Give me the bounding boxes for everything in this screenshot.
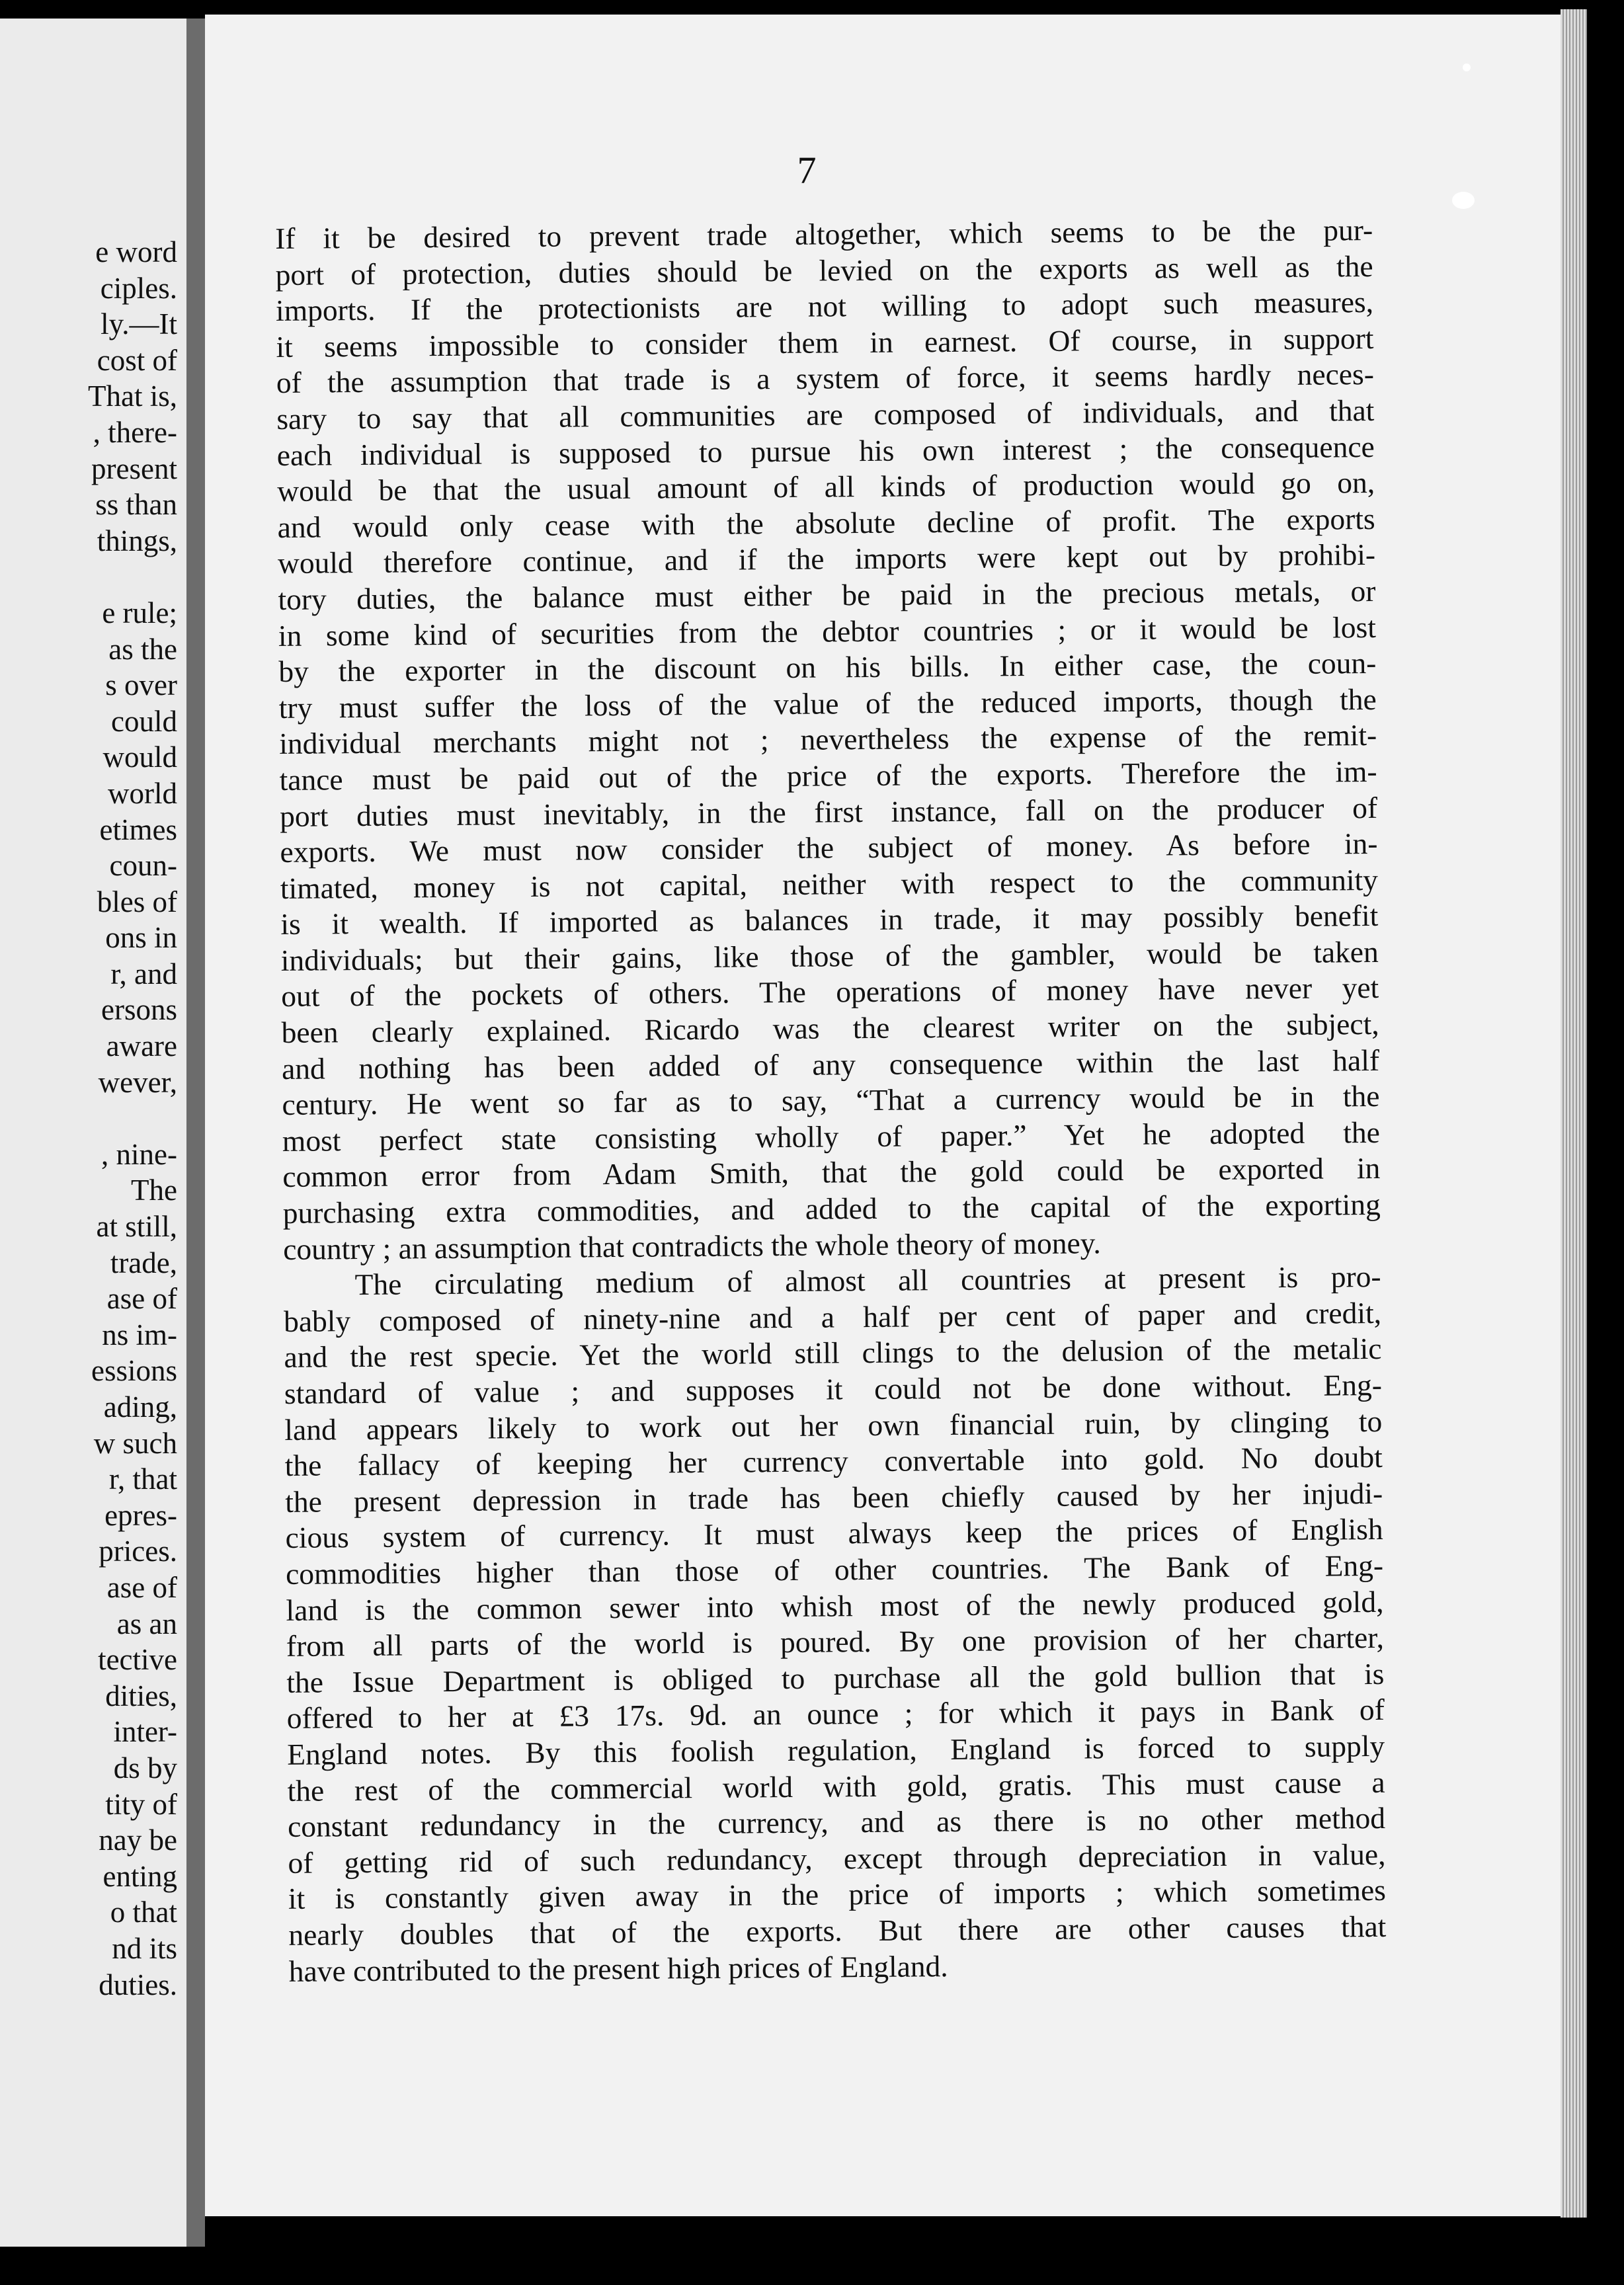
text-line: imports. If the protectionists are not willing to adopt such measures, — [275, 285, 1374, 328]
text-line: most perfect state consisting wholly of paper.” Yet he adopted the — [282, 1115, 1381, 1158]
text-line: in some kind of securities from the debtor countries ; or it would be lost — [278, 610, 1377, 653]
left-page-fragment: inter- — [113, 1715, 177, 1749]
left-page-fragment: aware — [106, 1029, 177, 1063]
text-line: If it be desired to prevent trade altogether, which seems to be the pur- — [275, 212, 1373, 255]
book-gutter — [186, 19, 205, 2247]
text-line: the present depression in trade has been chiefly caused by her injudi- — [285, 1476, 1383, 1519]
text-line: the rest of the commercial world with gold, gratis. This must cause a — [287, 1765, 1385, 1808]
left-page-fragment: ase of — [106, 1570, 177, 1604]
left-page-fragment: ons in — [105, 921, 177, 955]
left-page-fragment: ly.—It — [101, 307, 177, 341]
text-line: land appears likely to work out her own financial ruin, by clinging to — [284, 1404, 1383, 1447]
text-line: the Issue Department is obliged to purchase all the gold bullion that is — [286, 1656, 1385, 1699]
left-page-fragment: That is, — [88, 380, 177, 413]
left-page-fragment: ds by — [113, 1751, 177, 1784]
paragraph-2 — [283, 1259, 1387, 1989]
left-page-fragment: nd its — [112, 1931, 177, 1965]
text-line: bably composed of ninety-nine and a half per cent of paper and credit, — [283, 1295, 1382, 1338]
text-line: of getting rid of such redundancy, except through depreciation in value, — [288, 1837, 1386, 1880]
left-page-fragment: as an — [116, 1607, 177, 1640]
paragraph-1 — [275, 212, 1381, 1267]
text-line: tory duties, the balance must either be paid in the precious metals, or — [278, 573, 1376, 616]
left-page-fragment: nay be — [99, 1824, 177, 1857]
left-page-fragment: w such — [93, 1426, 177, 1460]
text-line: tance must be paid out of the price of the exports. Therefore the im- — [279, 754, 1377, 797]
left-page-fragment: e word — [95, 235, 177, 268]
dust-speck — [1463, 63, 1471, 71]
left-page-text-fragments — [88, 234, 177, 2003]
text-line: try must suffer the loss of the value of the reduced imports, though the — [278, 682, 1377, 725]
text-line: the fallacy of keeping her currency convertable into gold. No doubt — [284, 1440, 1383, 1483]
left-page-fragment: dities, — [105, 1679, 177, 1712]
left-page-fragment: , there- — [93, 415, 177, 449]
left-page-fragment: ersons — [101, 993, 177, 1027]
text-line: and would only cease with the absolute decline of profit. The exports — [277, 501, 1375, 544]
text-line: country ; an assumption that contradicts the whole theory of money. — [283, 1225, 1102, 1266]
left-page-fragment: duties. — [99, 1968, 177, 2001]
text-line: commodities higher than those of other countries. The Bank of Eng- — [285, 1548, 1384, 1591]
left-page-fragment — [88, 559, 177, 595]
left-page-fragment: coun- — [109, 849, 177, 883]
text-line: have contributed to the present high prices of England. — [288, 1948, 948, 1988]
left-page-fragment: etimes — [99, 813, 177, 846]
text-line: of the assumption that trade is a system of force, it seems hardly neces- — [276, 357, 1375, 400]
text-line: port duties must inevitably, in the first instance, fall on the producer of — [279, 790, 1378, 833]
text-line: exports. We must now consider the subject of money. As before in- — [280, 826, 1378, 869]
text-line: each individual is supposed to pursue his own interest ; the consequence — [276, 429, 1375, 472]
text-line: standard of value ; and supposes it could not be done without. Eng- — [284, 1367, 1383, 1410]
text-line: would be that the usual amount of all kinds of production would go on, — [277, 465, 1375, 508]
left-page-fragment: ase of — [106, 1282, 177, 1316]
left-page-fragment: ss than — [95, 488, 177, 522]
left-page-fragment: world — [108, 776, 177, 810]
text-line: it is constantly given away in the price of imports ; which sometimes — [288, 1873, 1387, 1916]
text-line: and the rest specie. Yet the world still clings to the delusion of the metalic — [284, 1332, 1382, 1375]
text-line: been clearly explained. Ricardo was the clearest writer on the subject, — [281, 1006, 1379, 1050]
text-line: by the exporter in the discount on his bills. In either case, the coun- — [278, 646, 1377, 689]
left-page-fragment: prices. — [99, 1535, 177, 1568]
left-page-fragment: enting — [102, 1859, 177, 1893]
left-page-fragment: o that — [110, 1896, 177, 1929]
page-number: 7 — [797, 149, 817, 192]
left-page-fragment: r, that — [108, 1463, 177, 1496]
left-page-fragment — [88, 1100, 177, 1137]
left-page-fragment: , nine- — [101, 1137, 177, 1171]
body-text — [275, 212, 1387, 1989]
left-page-fragment: bles of — [97, 885, 177, 918]
left-page-fragment: The — [131, 1174, 177, 1207]
left-page-fragment: e rule; — [102, 596, 177, 629]
left-page-fragment: essions — [91, 1354, 177, 1388]
left-page-fragment: could — [111, 704, 177, 738]
text-line: England notes. By this foolish regulation, England is forced to supply — [287, 1728, 1385, 1771]
text-line: from all parts of the world is poured. By one provision of her charter, — [286, 1621, 1385, 1664]
left-page-fragment: at still, — [96, 1210, 177, 1244]
text-line: century. He went so far as to say, “That a currency would be in the — [282, 1079, 1380, 1122]
left-page-fragment: r, and — [110, 957, 177, 990]
left-page-fragment: tity of — [105, 1787, 177, 1821]
text-line: nearly doubles that of the exports. But there are other causes that — [288, 1909, 1387, 1952]
left-page — [0, 19, 186, 2247]
left-page-fragment: ns im- — [102, 1318, 177, 1351]
dust-speck — [1452, 192, 1475, 209]
left-page-fragment: things, — [97, 524, 177, 557]
text-line: and nothing has been added of any consequence within the last half — [281, 1043, 1380, 1086]
text-line: out of the pockets of others. The operations of money have never yet — [281, 971, 1379, 1014]
text-line: individual merchants might not ; nevertheless the expense of the remit- — [279, 718, 1377, 761]
left-page-fragment: would — [102, 741, 177, 774]
left-page-fragment: tective — [98, 1643, 177, 1677]
text-line: common error from Adam Smith, that the gold could be exported in — [282, 1151, 1381, 1194]
text-line: would therefore continue, and if the imports were kept out by prohibi- — [277, 538, 1376, 581]
left-page-fragment: as the — [108, 632, 177, 666]
text-line: constant redundancy in the currency, and as there is no other method — [287, 1801, 1386, 1844]
text-line: land is the common sewer into whish most of the newly produced gold, — [286, 1584, 1384, 1627]
text-line: it seems impossible to consider them in earnest. Of course, in support — [276, 321, 1374, 364]
text-line: The circulating medium of almost all countries at present is pro- — [354, 1260, 1381, 1302]
left-page-fragment: present — [91, 452, 177, 485]
text-line: is it wealth. If imported as balances in trade, it may possibly benefit — [280, 899, 1379, 942]
left-page-fragment: wever, — [98, 1065, 177, 1099]
text-line: purchasing extra commodities, and added to the capital of the exporting — [282, 1187, 1381, 1230]
left-page-fragment: epres- — [104, 1498, 177, 1532]
left-page-fragment: ading, — [103, 1390, 177, 1423]
text-line: individuals; but their gains, like those of the gambler, would be taken — [280, 934, 1379, 977]
text-line: port of protection, duties should be levied on the exports as well as the — [275, 249, 1373, 292]
text-line: timated, money is not capital, neither with respect to the community — [280, 862, 1379, 905]
left-page-fragment: trade, — [110, 1246, 177, 1279]
left-page-fragment: s over — [105, 668, 177, 702]
page-edges — [1561, 9, 1587, 2218]
left-page-fragment: cost of — [97, 343, 177, 377]
text-line: sary to say that all communities are composed of individuals, and that — [276, 393, 1375, 436]
left-page-fragment: ciples. — [100, 271, 177, 305]
text-line: offered to her at £3 17s. 9d. an ounce ; for which it pays in Bank of — [286, 1693, 1385, 1736]
text-line: cious system of currency. It must always keep the prices of English — [285, 1512, 1383, 1555]
